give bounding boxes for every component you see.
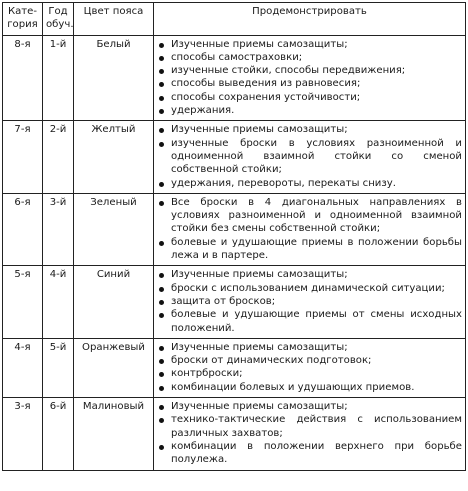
requirements-list bbox=[157, 400, 462, 466]
list-item-text: способы сохранения устойчивости; bbox=[171, 91, 361, 103]
table-row bbox=[3, 338, 466, 397]
belt-color-cell: Оранжевый bbox=[74, 338, 154, 397]
list-item bbox=[157, 236, 462, 263]
list-item-text: Изученные приемы самозащиты; bbox=[171, 269, 348, 281]
table-header-row bbox=[3, 3, 466, 36]
table-body bbox=[3, 35, 466, 470]
bullet-icon bbox=[159, 359, 164, 364]
list-item bbox=[157, 295, 462, 308]
bullet-icon bbox=[159, 69, 164, 74]
list-item bbox=[157, 354, 462, 367]
list-item-text: Изученные приемы самозащиты; bbox=[171, 341, 348, 353]
bullet-icon bbox=[159, 128, 164, 133]
table-row bbox=[3, 121, 466, 193]
table-row bbox=[3, 266, 466, 338]
demonstrate-cell bbox=[154, 193, 466, 265]
bullet-icon bbox=[159, 445, 164, 450]
demonstrate-cell bbox=[154, 121, 466, 193]
header-demonstrate: Продемонстрировать bbox=[154, 3, 466, 36]
list-item-text: броски с использованием динамической ситуации; bbox=[171, 282, 445, 294]
requirements-list bbox=[157, 38, 462, 118]
demonstrate-cell bbox=[154, 338, 466, 397]
category-cell: 5-я bbox=[3, 266, 43, 338]
list-item-text: Изученные приемы самозащиты; bbox=[171, 124, 348, 136]
requirements-list bbox=[157, 123, 462, 189]
year-cell: 4-й bbox=[43, 266, 74, 338]
list-item bbox=[157, 38, 462, 51]
year-cell: 3-й bbox=[43, 193, 74, 265]
demonstrate-cell bbox=[154, 266, 466, 338]
list-item-text: Все броски в 4 диагональных направлениях в условиях разноименной и одноименной взаимной стойки без смены собственной стойки; bbox=[171, 196, 462, 235]
list-item-text: изученные стойки, способы передвижения; bbox=[171, 65, 406, 77]
table-row bbox=[3, 398, 466, 470]
header-belt-color: Цвет пояса bbox=[74, 3, 154, 36]
bullet-icon bbox=[159, 182, 164, 187]
requirements-list bbox=[157, 341, 462, 394]
list-item bbox=[157, 341, 462, 354]
list-item-text: болевые и удушающие приемы от смены исходных положений. bbox=[171, 309, 462, 334]
year-cell: 1-й bbox=[43, 35, 74, 121]
belt-color-cell: Синий bbox=[74, 266, 154, 338]
list-item bbox=[157, 137, 462, 177]
year-cell: 2-й bbox=[43, 121, 74, 193]
year-cell: 6-й bbox=[43, 398, 74, 470]
bullet-icon bbox=[159, 372, 164, 377]
table-row bbox=[3, 193, 466, 265]
bullet-icon bbox=[159, 56, 164, 61]
header-year: Год обуч. bbox=[43, 3, 74, 36]
list-item-text: удержания, перевороты, перекаты снизу. bbox=[171, 177, 396, 189]
list-item-text: защита от бросков; bbox=[171, 295, 276, 307]
category-cell: 7-я bbox=[3, 121, 43, 193]
list-item bbox=[157, 64, 462, 77]
list-item-text: способы выведения из равновесия; bbox=[171, 78, 361, 90]
demonstrate-cell bbox=[154, 398, 466, 470]
bullet-icon bbox=[159, 300, 164, 305]
list-item bbox=[157, 381, 462, 394]
demonstrate-cell bbox=[154, 35, 466, 121]
header-category: Кате-гория bbox=[3, 3, 43, 36]
list-item-text: болевые и удушающие приемы в положении борьбы лежа и в партере. bbox=[171, 236, 462, 262]
bullet-icon bbox=[159, 109, 164, 114]
belt-color-cell: Белый bbox=[74, 35, 154, 121]
year-cell: 5-й bbox=[43, 338, 74, 397]
list-item bbox=[157, 51, 462, 64]
list-item-text: технико-тактические действия с использованием различных захватов; bbox=[171, 414, 462, 439]
list-item bbox=[157, 91, 462, 104]
belt-color-cell: Зеленый bbox=[74, 193, 154, 265]
bullet-icon bbox=[159, 142, 164, 147]
list-item-text: способы самостраховки; bbox=[171, 51, 303, 63]
list-item-text: комбинации болевых и удушающих приемов. bbox=[171, 381, 415, 393]
category-cell: 4-я bbox=[3, 338, 43, 397]
bullet-icon bbox=[159, 386, 164, 391]
bullet-icon bbox=[159, 273, 164, 278]
list-item bbox=[157, 268, 462, 281]
list-item bbox=[157, 413, 462, 440]
belt-color-cell: Малиновый bbox=[74, 398, 154, 470]
category-cell: 3-я bbox=[3, 398, 43, 470]
belt-requirements-table bbox=[2, 2, 466, 471]
bullet-icon bbox=[159, 82, 164, 87]
category-cell: 6-я bbox=[3, 193, 43, 265]
list-item bbox=[157, 77, 462, 90]
bullet-icon bbox=[159, 313, 164, 318]
list-item bbox=[157, 123, 462, 136]
list-item bbox=[157, 308, 462, 335]
list-item-text: контрброски; bbox=[171, 368, 243, 380]
list-item bbox=[157, 177, 462, 190]
list-item bbox=[157, 104, 462, 117]
table-row bbox=[3, 35, 466, 121]
belt-color-cell: Желтый bbox=[74, 121, 154, 193]
bullet-icon bbox=[159, 418, 164, 423]
list-item bbox=[157, 400, 462, 413]
bullet-icon bbox=[159, 201, 164, 206]
list-item bbox=[157, 440, 462, 467]
list-item-text: Изученные приемы самозащиты; bbox=[171, 38, 348, 50]
bullet-icon bbox=[159, 287, 164, 292]
list-item-text: комбинации в положении верхнего при борьбе полулежа. bbox=[171, 440, 462, 466]
requirements-list bbox=[157, 268, 462, 334]
list-item-text: броски от динамических подготовок; bbox=[171, 355, 372, 367]
list-item bbox=[157, 196, 462, 236]
list-item-text: Изученные приемы самозащиты; bbox=[171, 401, 348, 413]
list-item-text: изученные броски в условиях разноименной и одноименной взаимной стойки со сменой собственной стойки; bbox=[171, 137, 462, 176]
category-cell: 8-я bbox=[3, 35, 43, 121]
list-item bbox=[157, 282, 462, 295]
requirements-list bbox=[157, 196, 462, 262]
bullet-icon bbox=[159, 405, 164, 410]
list-item-text: удержания. bbox=[171, 105, 235, 117]
bullet-icon bbox=[159, 241, 164, 246]
list-item bbox=[157, 367, 462, 380]
bullet-icon bbox=[159, 346, 164, 351]
bullet-icon bbox=[159, 96, 164, 101]
bullet-icon bbox=[159, 43, 164, 48]
